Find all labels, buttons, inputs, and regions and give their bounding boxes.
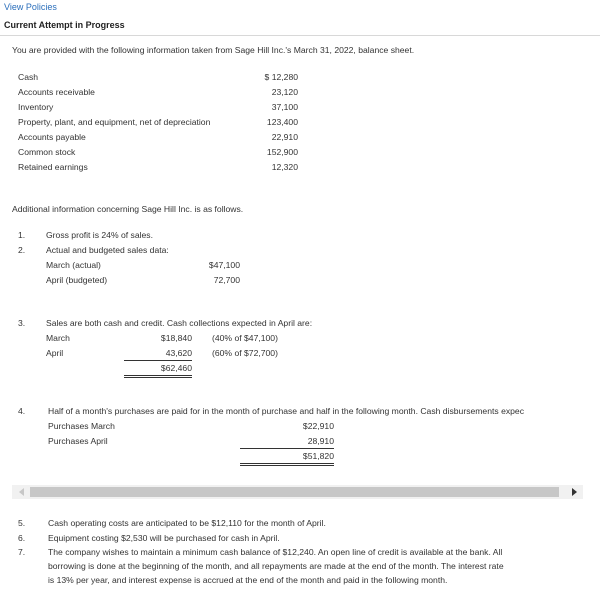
sales-label-april: April (budgeted) bbox=[46, 275, 108, 285]
item-1-number: 1. bbox=[18, 230, 26, 240]
sales-label-march: March (actual) bbox=[46, 260, 101, 270]
item-7-text-line-3: is 13% per year, and interest expense is accrued at the end of the month and paid in the following month. bbox=[48, 575, 448, 585]
purchases-subtotal-line bbox=[240, 448, 334, 449]
horizontal-scrollbar-thumb[interactable] bbox=[30, 487, 559, 497]
bs-label-ppe: Property, plant, and equipment, net of depreciation bbox=[18, 117, 211, 127]
bs-label-retained-earnings: Retained earnings bbox=[18, 162, 88, 172]
collections-total-line-2 bbox=[124, 377, 192, 378]
bs-label-inventory: Inventory bbox=[18, 102, 54, 112]
item-5-text: Cash operating costs are anticipated to be $12,110 for the month of April. bbox=[48, 518, 326, 528]
view-policies-link[interactable]: View Policies bbox=[4, 2, 57, 12]
bs-label-cash: Cash bbox=[18, 72, 39, 82]
purchases-label-march: Purchases March bbox=[48, 421, 115, 431]
scroll-right-arrow-icon[interactable] bbox=[566, 485, 582, 499]
bs-value-common-stock: 152,900 bbox=[266, 147, 298, 157]
header-divider bbox=[0, 35, 600, 36]
item-4-number: 4. bbox=[18, 406, 26, 416]
purchases-total-line-2 bbox=[240, 465, 334, 466]
bs-label-common-stock: Common stock bbox=[18, 147, 76, 157]
bs-value-retained-earnings: 12,320 bbox=[271, 162, 298, 172]
item-6-number: 6. bbox=[18, 533, 26, 543]
item-7-text-line-1: The company wishes to maintain a minimum cash balance of $12,240. An open line of credit is available at the bank. All bbox=[48, 547, 503, 557]
item-6-text: Equipment costing $2,530 will be purchased for cash in April. bbox=[48, 533, 280, 543]
item-5-number: 5. bbox=[18, 518, 26, 528]
collections-total-line-1 bbox=[124, 375, 192, 376]
collections-value-april: 43,620 bbox=[165, 348, 192, 358]
collections-subtotal-line bbox=[124, 360, 192, 361]
item-7-text-line-2: borrowing is done at the beginning of the month, and all repayments are made at the end of the month. The interest rate bbox=[48, 561, 504, 571]
item-4-text: Half of a month's purchases are paid for in the month of purchase and half in the following month. Cash disbursements expec bbox=[48, 406, 524, 416]
sales-value-april: 72,700 bbox=[213, 275, 240, 285]
scroll-left-arrow-icon[interactable] bbox=[14, 485, 30, 499]
item-1-text: Gross profit is 24% of sales. bbox=[46, 230, 153, 240]
bs-value-ppe: 123,400 bbox=[266, 117, 298, 127]
item-2-text: Actual and budgeted sales data: bbox=[46, 245, 169, 255]
collections-label-april: April bbox=[46, 348, 64, 358]
collections-note-march: (40% of $47,100) bbox=[212, 333, 278, 343]
item-3-number: 3. bbox=[18, 318, 26, 328]
additional-info-text: Additional information concerning Sage Hill Inc. is as follows. bbox=[12, 204, 244, 214]
purchases-value-april: 28,910 bbox=[307, 436, 334, 446]
collections-total: $62,460 bbox=[160, 363, 192, 373]
collections-value-march: $18,840 bbox=[160, 333, 192, 343]
purchases-total: $51,820 bbox=[302, 451, 334, 461]
collections-note-april: (60% of $72,700) bbox=[212, 348, 278, 358]
bs-value-ap: 22,910 bbox=[271, 132, 298, 142]
bs-value-ar: 23,120 bbox=[271, 87, 298, 97]
collections-label-march: March bbox=[46, 333, 70, 343]
attempt-status: Current Attempt in Progress bbox=[4, 20, 125, 30]
purchases-total-line-1 bbox=[240, 463, 334, 464]
bs-label-ar: Accounts receivable bbox=[18, 87, 95, 97]
purchases-value-march: $22,910 bbox=[302, 421, 334, 431]
bs-label-ap: Accounts payable bbox=[18, 132, 86, 142]
intro-text: You are provided with the following information taken from Sage Hill Inc.'s March 31, 2022, balance sheet. bbox=[12, 45, 415, 55]
sales-value-march: $47,100 bbox=[208, 260, 240, 270]
item-3-text: Sales are both cash and credit. Cash collections expected in April are: bbox=[46, 318, 313, 328]
item-7-number: 7. bbox=[18, 547, 26, 557]
bs-value-cash: $ 12,280 bbox=[264, 72, 298, 82]
purchases-label-april: Purchases April bbox=[48, 436, 108, 446]
bs-value-inventory: 37,100 bbox=[271, 102, 298, 112]
item-2-number: 2. bbox=[18, 245, 26, 255]
